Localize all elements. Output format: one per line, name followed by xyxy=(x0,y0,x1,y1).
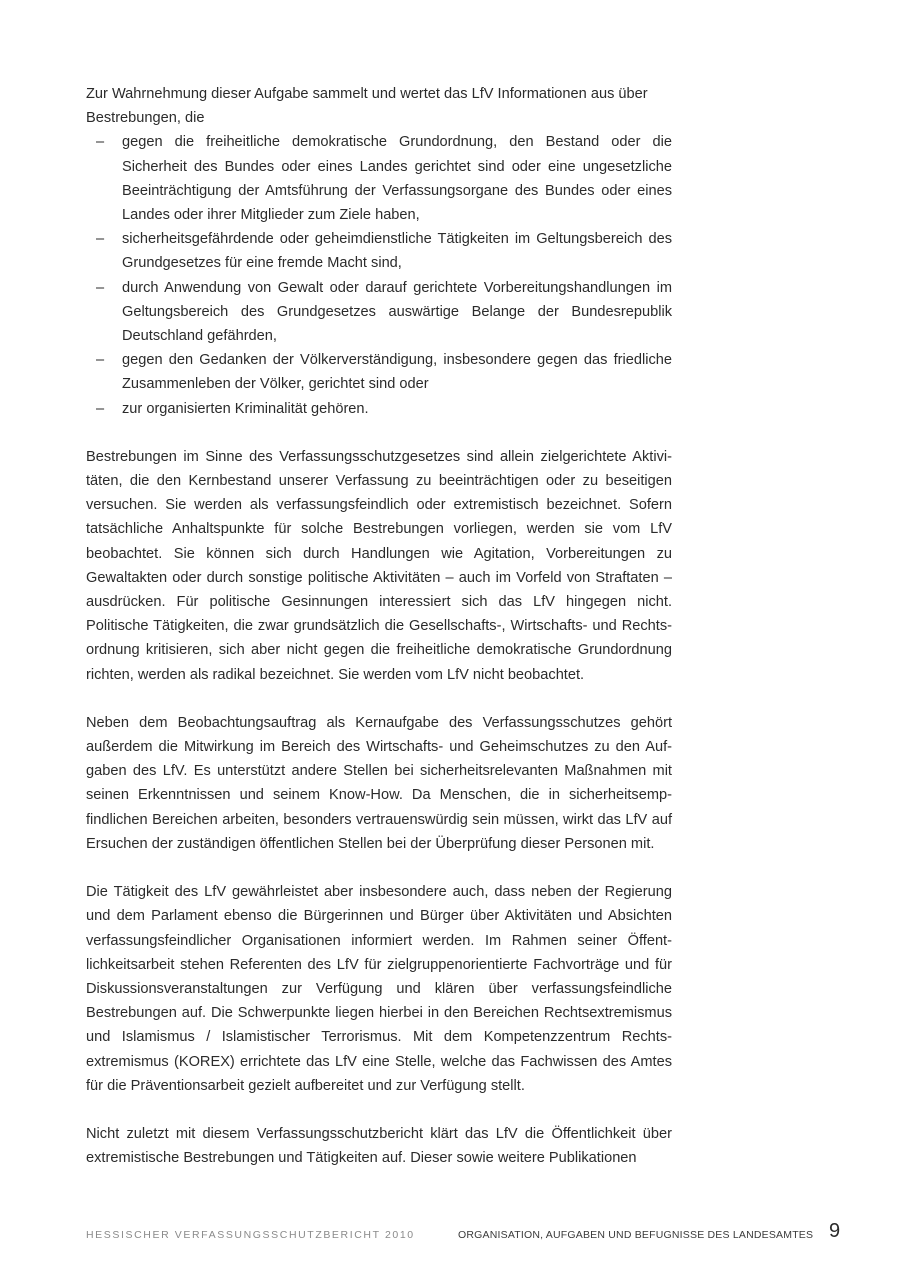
page-body xyxy=(86,82,672,1194)
paragraph-bestrebungen: Bestrebungen im Sinne des Verfassungsschutzgesetzes sind allein zielgerichtete Aktivitäten, die den Kernbestand unserer Verfassung zu beeinträchtigen oder zu beseitigen versuchen. Sie werden als verfassungsfeindlich oder extremistisch bezeichnet. Sofern tatsächliche Anhaltspunkte für solche Bestrebungen vorliegen, werden sie vom LfV beobachtet. Sie können sich durch Handlungen wie Agitation, Vorbereitungen zu Gewaltakten oder durch sonstige politische Aktivitäten – auch im Vorfeld von Straftaten – ausdrücken. Für politische Gesinnungen interessiert sich das LfV hingegen nicht. Politische Tätigkeiten, die zwar grundsätzlich die Gesellschafts-, Wirtschafts- und Rechtsordnung kritisieren, sich aber nicht gegen die freiheitliche demokratische Grundordnung richten, werden als radikal bezeichnet. Sie werden vom LfV nicht beobachtet. xyxy=(86,448,672,683)
list-item xyxy=(86,130,672,227)
footer-publication-title: HESSISCHER VERFASSUNGSSCHUTZBERICHT 2010 xyxy=(86,1229,415,1241)
bullet-dash: – xyxy=(96,279,105,296)
bullet-dash: – xyxy=(96,352,105,369)
intro-paragraph: Zur Wahrnehmung dieser Aufgabe sammelt und wertet das LfV Informationen aus über Bestrebungen, die xyxy=(86,86,648,127)
list-item-text: gegen die freiheitliche demokratische Grundordnung, den Bestand oder die Sicherheit des Bundes oder eines Landes gerichtet sind oder eine ungesetzliche Beeinträchtigung der Amtsführung der Verfassungsorgane des Bundes oder eines Landes oder ihrer Mitglieder zum Ziele haben, xyxy=(122,134,672,224)
footer-chapter-title: ORGANISATION, AUFGABEN UND BEFUGNISSE DES LANDESAMTES xyxy=(458,1229,814,1241)
list-item xyxy=(86,348,672,396)
bullet-dash: – xyxy=(96,134,105,151)
bullet-dash: – xyxy=(96,231,105,248)
list-item xyxy=(86,397,672,421)
paragraph-geheimschutz: Neben dem Beobachtungsauftrag als Kernaufgabe des Verfassungsschutzes gehört außerdem die Mitwirkung im Bereich des Wirtschafts- und Geheimschutzes zu den Aufgaben des LfV. Es unterstützt andere Stellen bei sicherheitsrelevanten Maßnahmen mit seinen Erkenntnissen und seinem Know-How. Da Menschen, die in sicherheitsempfindlichen Bereichen arbeiten, besonders vertrauenswürdig sein müssen, wirkt das LfV auf Ersuchen der zuständigen öffentlichen Stellen bei der Überprüfung dieser Personen mit. xyxy=(86,714,672,852)
list-item-text: zur organisierten Kriminalität gehören. xyxy=(122,400,369,417)
list-item-text: durch Anwendung von Gewalt oder darauf gerichtete Vorbereitungshandlungen im Geltungsbereich des Grundgesetzes auswärtige Belange der Bundesrepublik Deutschland gefährden, xyxy=(122,279,672,345)
paragraph-oeffentlichkeitsarbeit: Die Tätigkeit des LfV gewährleistet aber insbesondere auch, dass neben der Regierung und dem Parlament ebenso die Bürgerinnen und Bürger über Aktivitäten und Absichten verfassungsfeindlicher Organisationen informiert werden. Im Rahmen seiner Öffentlichkeitsarbeit stehen Referenten des LfV für zielgruppenorientierte Fachvorträge und für Diskussionsveranstaltungen zur Verfügung und klären über verfassungsfeindliche Bestrebungen auf. Die Schwerpunkte liegen hierbei in den Bereichen Rechtsextremismus und Islamismus / Islamistischer Terrorismus. Mit dem Kompetenzzentrum Rechtsextremismus (KOREX) errichtete das LfV eine Stelle, welche das Fachwissen des Amtes für die Präventionsarbeit gezielt aufbereitet und zur Verfügung stellt. xyxy=(86,884,672,1094)
list-item xyxy=(86,227,672,275)
bullet-list xyxy=(86,130,672,420)
paragraph-verfassungsschutzbericht: Nicht zuletzt mit diesem Verfassungsschutzbericht klärt das LfV die Öffentlichkeit über extremistische Bestrebungen und Tätigkeiten auf. Dieser sowie weitere Publikationen xyxy=(86,1125,672,1167)
list-item xyxy=(86,276,672,349)
bullet-dash: – xyxy=(96,400,105,417)
list-item-text: sicherheitsgefährdende oder geheimdienstliche Tätigkeiten im Geltungsbereich des Grundgesetzes für eine fremde Macht sind, xyxy=(122,231,672,272)
page-number: 9 xyxy=(829,1220,841,1242)
list-item-text: gegen den Gedanken der Völkerverständigung, insbesondere gegen das friedliche Zusammenleben der Völker, gerichtet sind oder xyxy=(122,352,672,393)
